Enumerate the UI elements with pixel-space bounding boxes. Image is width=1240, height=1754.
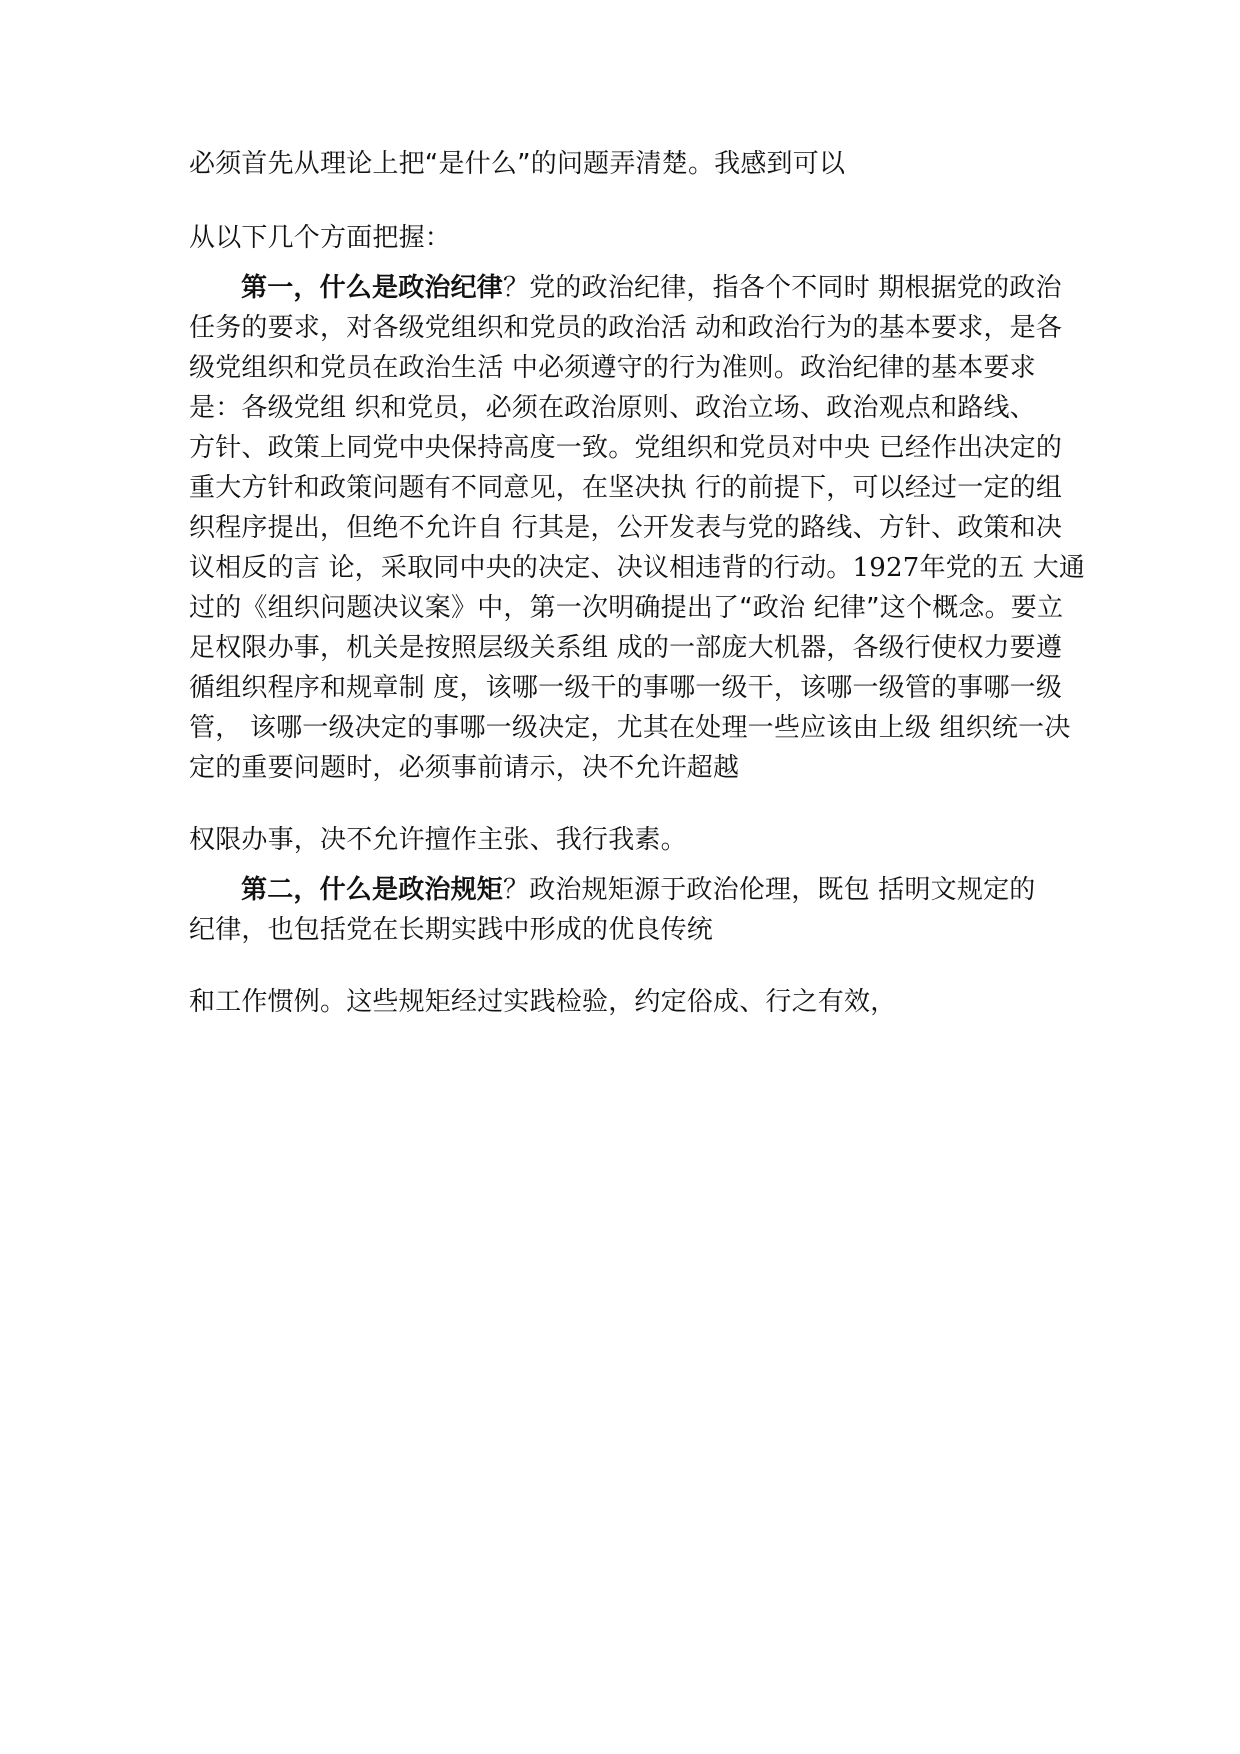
section2-text-line-2: 纪律，也包括党在长期实践中形成的优良传统 (189, 915, 714, 945)
section2-first-line (241, 872, 1121, 908)
intro-line-1: 必须首先从理论上把“是什么”的问题弄清楚。我感到可以 (189, 149, 846, 179)
section1-year-tail: 年党的五 大通 (919, 553, 1086, 583)
section1-year: 1927 (852, 553, 920, 583)
section1-text-line-8-main: 议相反的言 论，采取同中央的决定、决议相违背的行动。 (189, 553, 853, 583)
section2-question-mark: ？ (503, 875, 530, 905)
section1-first-line (241, 270, 1121, 306)
section2-closing-line: 和工作惯例。这些规矩经过实践检验，约定俗成、行之有效， (189, 987, 897, 1017)
section1-text-line-2: 任务的要求，对各级党组织和党员的政治活 动和政治行为的基本要求，是各 (189, 313, 1063, 343)
section1-text-line-1: 党的政治纪律，指各个不同时 期根据党的政治 (529, 273, 1062, 303)
section1-text-line-8 (189, 550, 1086, 586)
section1-heading: 第一，什么是政治纪律 (241, 273, 504, 303)
section1-text-line-6: 重大方针和政策问题有不同意见，在坚决执 行的前提下，可以经过一定的组 (189, 473, 1063, 503)
section1-text-line-4: 是：各级党组 织和党员，必须在政治原则、政治立场、政治观点和路线、 (189, 393, 1036, 423)
section1-text-line-7: 织程序提出，但绝不允许自 行其是，公开发表与党的路线、方针、政策和决 (189, 513, 1063, 543)
section1-text-line-13: 定的重要问题时，必须事前请示，决不允许超越 (189, 753, 740, 783)
section1-text-line-10: 足权限办事，机关是按照层级关系组 成的一部庞大机器，各级行使权力要遵 (189, 633, 1063, 663)
section1-closing-line: 权限办事，决不允许擅作主张、我行我素。 (189, 825, 687, 855)
intro-line-2: 从以下几个方面把握： (189, 223, 452, 253)
section1-text-line-12: 管， 该哪一级决定的事哪一级决定，尤其在处理一些应该由上级 组织统一决 (189, 713, 1071, 743)
section1-text-line-9: 过的《组织问题决议案》中，第一次明确提出了“政治 纪律”这个概念。要立 (189, 593, 1064, 623)
section1-text-line-11: 循组织程序和规章制 度，该哪一级干的事哪一级干，该哪一级管的事哪一级 (189, 673, 1063, 703)
section2-text-line-1: 政治规矩源于政治伦理，既包 括明文规定的 (529, 875, 1036, 905)
section1-text-line-5: 方针、政策上同党中央保持高度一致。党组织和党员对中央 已经作出决定的 (189, 433, 1063, 463)
section1-text-line-3: 级党组织和党员在政治生活 中必须遵守的行为准则。政治纪律的基本要求 (189, 353, 1036, 383)
section1-question-mark: ？ (503, 273, 530, 303)
section2-heading: 第二，什么是政治规矩 (241, 875, 504, 905)
